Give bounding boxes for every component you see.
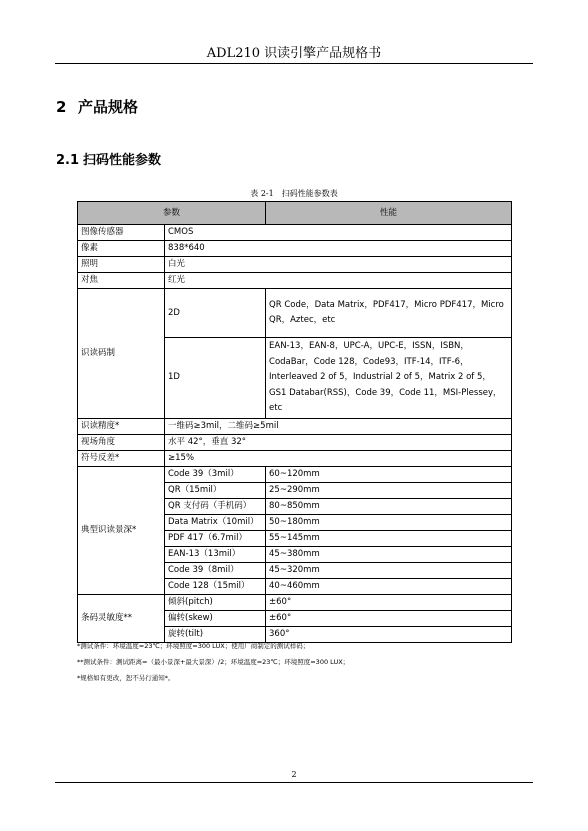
table-row: [78, 289, 512, 338]
dof-range: 45~380mm: [266, 546, 512, 562]
table-caption: 表 2-1 扫码性能参数表: [250, 189, 338, 198]
row-value: 红光: [165, 273, 512, 289]
symbology-type: 1D: [165, 338, 266, 419]
row-value: 一维码≥3mil，二维码≥5mil: [165, 418, 512, 434]
row-label: 视场角度: [78, 434, 165, 450]
symbology-label: 识读码制: [78, 289, 165, 419]
sensitivity-value: ±60°: [266, 594, 512, 610]
table-header-row: [78, 202, 512, 225]
footnote: *测试条件：环境温度=23℃；环境照度=300 LUX；使用厂商制定的测试样码；: [77, 642, 310, 650]
row-value: ≥15%: [165, 450, 512, 466]
sensitivity-name: 倾斜(pitch): [165, 594, 266, 610]
table-row: [78, 273, 512, 289]
dof-code: Code 39（8mil）: [165, 562, 266, 578]
dof-code: PDF 417（6.7mil）: [165, 530, 266, 546]
symbology-value: EAN-13，EAN-8，UPC-A，UPC-E，ISSN，ISBN，CodaBar，Code 128，Code93，ITF-14，ITF-6，Interleaved 2 of 5，Industrial 2 of 5，Matrix 2 of 5，GS1 Databar(RSS)，Code 39，Code 11，MSI-Plessey，etc: [266, 338, 512, 419]
symbology-type: 2D: [165, 289, 266, 338]
dof-range: 50~180mm: [266, 514, 512, 530]
subsection-number: 2.1: [56, 153, 80, 168]
footer-divider: [55, 782, 533, 783]
row-label: 符号反差*: [78, 450, 165, 466]
table-row: [78, 418, 512, 434]
dof-range: 80~850mm: [266, 498, 512, 514]
document-header-title: ADL210 识读引擎产品规格书: [206, 46, 382, 61]
row-value: 838*640: [165, 241, 512, 257]
row-label: 图像传感器: [78, 225, 165, 241]
dof-range: 40~460mm: [266, 578, 512, 594]
dof-label: 典型识读景深*: [78, 466, 165, 594]
dof-range: 45~320mm: [266, 562, 512, 578]
spec-table: [77, 201, 512, 643]
row-value: CMOS: [165, 225, 512, 241]
dof-code: QR 支付码（手机码）: [165, 498, 266, 514]
sensitivity-value: 360°: [266, 626, 512, 642]
subsection-title: 扫码性能参数: [83, 153, 162, 168]
page-number: 2: [291, 770, 297, 779]
table-row: [78, 434, 512, 450]
table-row: [78, 594, 512, 610]
sensitivity-label: 条码灵敏度**: [78, 594, 165, 642]
row-value: 水平 42°，垂直 32°: [165, 434, 512, 450]
table-row: [78, 241, 512, 257]
table-row: [78, 225, 512, 241]
row-label: 对焦: [78, 273, 165, 289]
dof-code: Code 128（15mil）: [165, 578, 266, 594]
dof-range: 60~120mm: [266, 466, 512, 482]
row-label: 识读精度*: [78, 418, 165, 434]
param-header: 参数: [78, 202, 266, 225]
table-row: [78, 450, 512, 466]
row-value: 白光: [165, 257, 512, 273]
dof-code: Code 39（3mil）: [165, 466, 266, 482]
dof-code: EAN-13（13mil）: [165, 546, 266, 562]
table-row: [78, 257, 512, 273]
footnote: *规格如有更改，恕不另行通知*。: [77, 674, 175, 682]
dof-range: 25~290mm: [266, 482, 512, 498]
dof-code: Data Matrix（10mil）: [165, 514, 266, 530]
row-label: 像素: [78, 241, 165, 257]
section-number: 2: [56, 98, 67, 116]
perf-header: 性能: [266, 202, 512, 225]
sensitivity-name: 旋转(tilt): [165, 626, 266, 642]
subsection-heading: [56, 149, 161, 168]
dof-code: QR（15mil）: [165, 482, 266, 498]
section-title: 产品规格: [78, 98, 139, 116]
dof-range: 55~145mm: [266, 530, 512, 546]
row-label: 照明: [78, 257, 165, 273]
sensitivity-value: ±60°: [266, 610, 512, 626]
section-heading: [56, 96, 138, 117]
header-divider: [55, 63, 533, 64]
table-row: [78, 466, 512, 482]
footnote: **测试条件：测试距离=（最小景深+最大景深）/2；环境温度=23℃；环境照度=300 LUX；: [77, 658, 350, 666]
symbology-value: QR Code，Data Matrix，PDF417，Micro PDF417，Micro QR，Aztec，etc: [266, 289, 512, 338]
sensitivity-name: 偏转(skew): [165, 610, 266, 626]
